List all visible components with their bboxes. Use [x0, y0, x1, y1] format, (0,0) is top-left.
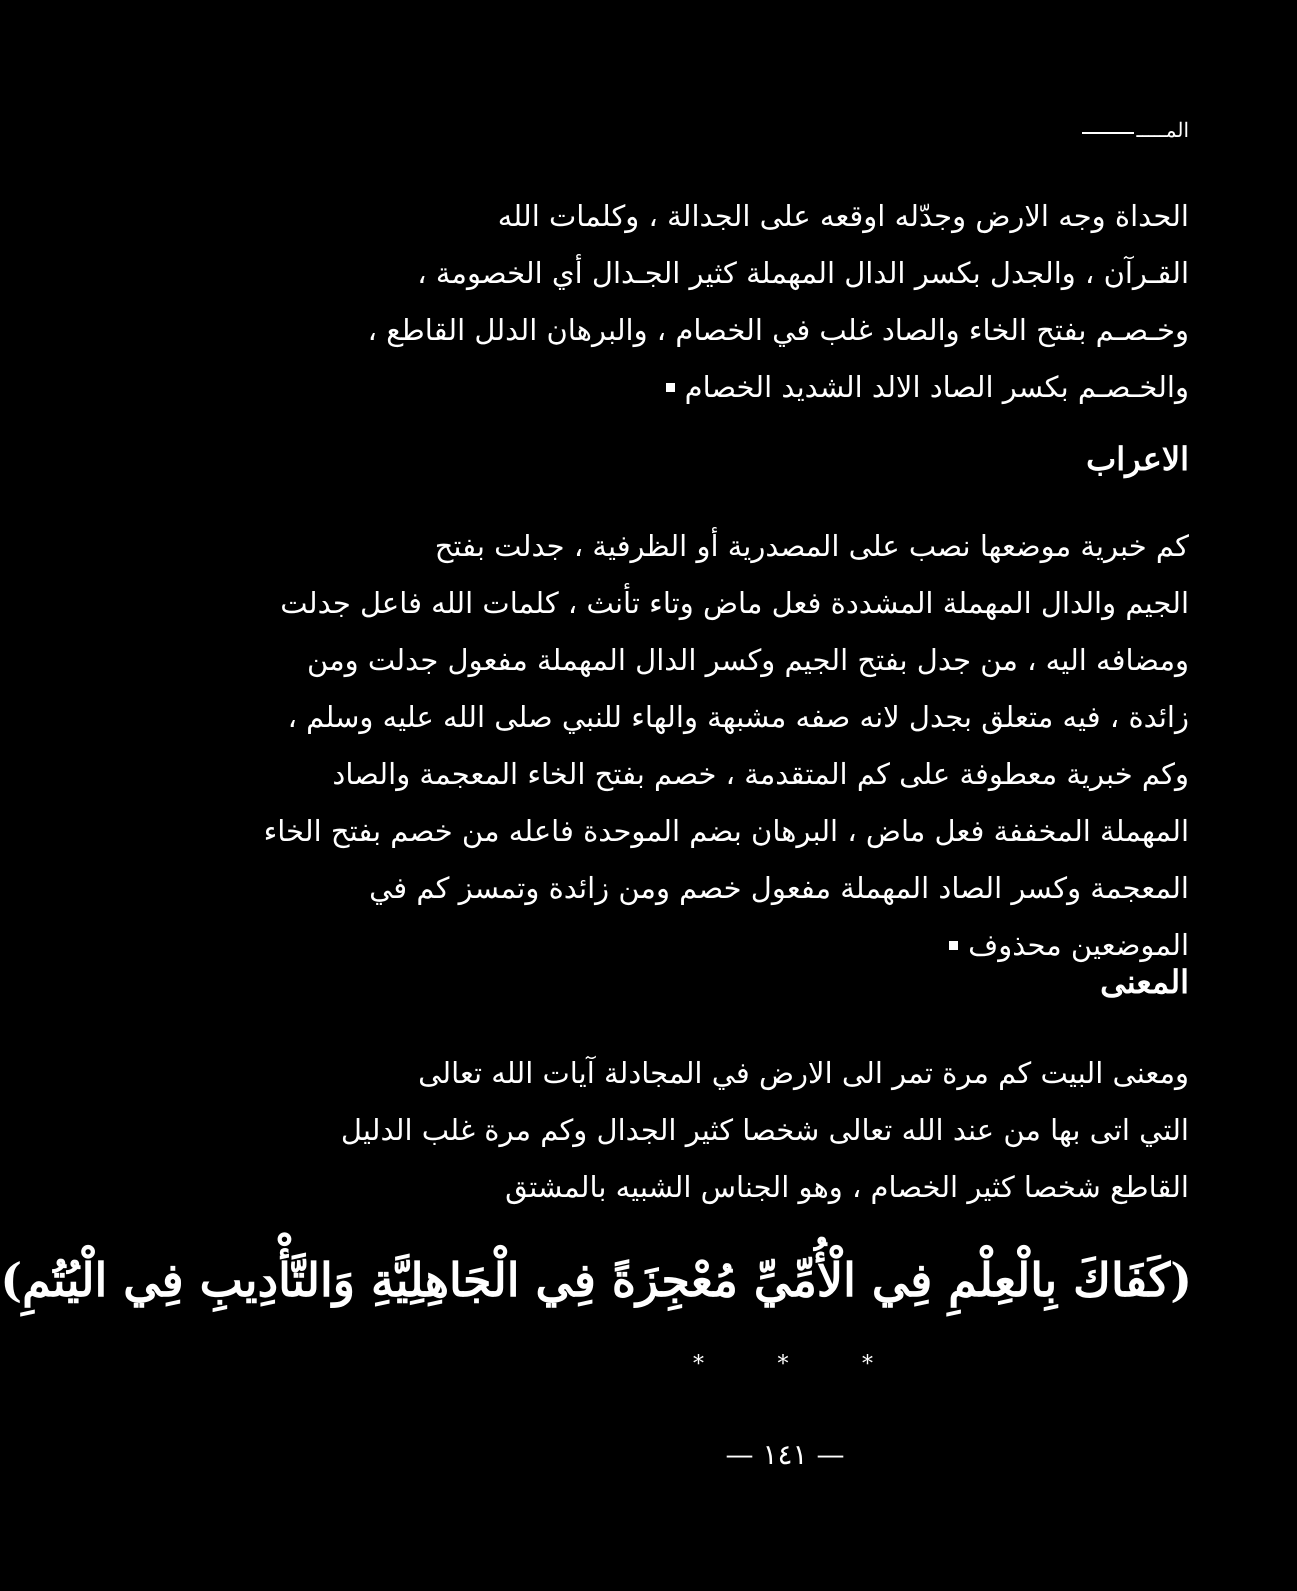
- definitions-paragraph: [369, 188, 1189, 416]
- text-line: وخـصـم بفتح الخاء والصاد غلب في الخصام ، والبرهان الدلل القاطع ،: [367, 313, 1189, 347]
- section-heading-irab: الاعراب: [1086, 440, 1189, 478]
- text-line: القاطع شخصا كثير الخصام ، وهو الجناس الشبيه بالمشتق: [505, 1170, 1189, 1204]
- irab-paragraph: [263, 518, 1189, 974]
- section-divider-stars: [693, 1352, 873, 1377]
- text-line: الحداة وجه الارض وجدّله اوقعه على الجدالة ، وكلمات الله: [497, 199, 1189, 233]
- text-line: المعجمة وكسر الصاد المهملة مفعول خصم ومن زائدة وتمسز كم في: [369, 871, 1189, 905]
- text-line-last: [369, 359, 1189, 416]
- text-line: ومضافه اليه ، من جدل بفتح الجيم وكسر الدال المهملة مفعول جدلت ومن: [307, 643, 1189, 677]
- text-line: زائدة ، فيه متعلق بجدل لانه صفه مشبهة والهاء للنبي صلى الله عليه وسلم ،: [287, 700, 1189, 734]
- text-line: المهملة المخففة فعل ماض ، البرهان بضم الموحدة فاعله من خصم بفتح الخاء: [263, 814, 1189, 848]
- text-line: الجيم والدال المهملة المشددة فعل ماض وتاء تأنث ، كلمات الله فاعل جدلت: [280, 586, 1189, 620]
- star-icon: *: [862, 1352, 873, 1377]
- text-line-content: والخـصـم بكسر الصاد الالد الشديد الخصام: [684, 370, 1189, 404]
- text-line-content: الموضعين محذوف: [968, 928, 1189, 962]
- meaning-paragraph: [340, 1045, 1189, 1216]
- header-label: المـــــ: [1136, 118, 1189, 142]
- poem-verse: (كَفَاكَ بِالْعِلْمِ فِي الْأُمِّيِّ مُعْجِزَةً فِي الْجَاهِلِيَّةِ وَالتَّأْدِيبِ فِي الْيُتُمِ): [0, 1253, 1192, 1307]
- running-header: [1082, 118, 1189, 142]
- page-number: — ١٤١ —: [725, 1438, 845, 1471]
- text-line-last: [369, 917, 1189, 974]
- header-rule: [1082, 132, 1134, 134]
- star-icon: *: [777, 1352, 789, 1377]
- text-line: التي اتى بها من عند الله تعالى شخصا كثير الجدال وكم مرة غلب الدليل: [340, 1113, 1189, 1147]
- section-heading-meaning: المعنى: [1100, 963, 1189, 1001]
- paragraph-end-marker: [949, 941, 958, 950]
- text-line: القـرآن ، والجدل بكسر الدال المهملة كثير الجـدال أي الخصومة ،: [417, 256, 1189, 290]
- star-icon: *: [693, 1352, 704, 1377]
- paragraph-end-marker: [666, 383, 675, 392]
- text-line: كم خبرية موضعها نصب على المصدرية أو الظرفية ، جدلت بفتح: [434, 529, 1189, 563]
- text-line: وكم خبرية معطوفة على كم المتقدمة ، خصم بفتح الخاء المعجمة والصاد: [332, 757, 1189, 791]
- text-line: ومعنى البيت كم مرة تمر الى الارض في المجادلة آيات الله تعالى: [418, 1056, 1189, 1090]
